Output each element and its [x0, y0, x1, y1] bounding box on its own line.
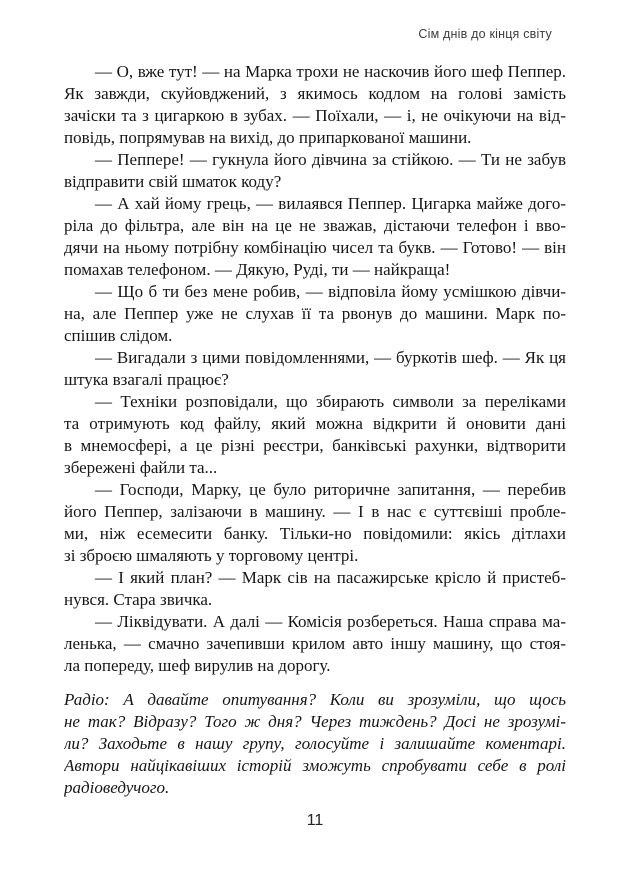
text-line: відправити свій шматок коду? [64, 172, 282, 191]
text-line: повідь, попрямував на вихід, до припаркованої машини. [64, 128, 472, 147]
text-line: — Господи, Марку, це було риторичне запитання, — перебив [95, 480, 566, 499]
running-header: Сім днів до кінця світу [418, 27, 552, 41]
text-line: зачіски та з цигаркою в зубах. — Поїхали, — і, не очікуючи на від- [64, 106, 566, 125]
text-line: — І який план? — Марк сів на пасажирське крісло й пристеб- [95, 568, 566, 587]
text-block [64, 61, 566, 799]
text-line: — О, вже тут! — на Марка трохи не наскочив його шеф Пеппер. [95, 62, 566, 81]
text-line: Як завжди, скуйовджений, з якимось кодлом на голові замість [64, 84, 566, 103]
body-paragraph [64, 391, 566, 479]
text-line: спішив слідом. [64, 326, 173, 345]
body-paragraph [64, 567, 566, 611]
body-paragraph [64, 193, 566, 281]
text-line: на, але Пеппер уже не слухав її та рвонув до машини. Марк по- [64, 304, 566, 323]
body-paragraph [64, 61, 566, 149]
text-line: радіоведучого. [64, 778, 170, 797]
text-line: Автори найцікавіших історій зможуть спробувати себе в ролі [64, 756, 566, 775]
text-line: — А хай йому грець, — вилаявся Пеппер. Цигарка майже дого- [95, 194, 566, 213]
text-line: збережені файли та... [64, 458, 218, 477]
text-line: — Пеппере! — гукнула його дівчина за стійкою. — Ти не забув [95, 150, 566, 169]
text-line: ла попереду, шеф вирулив на дорогу. [64, 656, 331, 675]
text-line: ли? Заходьте в нашу групу, голосуйте і залишайте коментарі. [64, 734, 566, 753]
text-line: штука взагалі працює? [64, 370, 229, 389]
text-line: Радіо: А давайте опитування? Коли ви зрозуміли, що щось [64, 690, 566, 709]
text-line: — Ліквідувати. А далі — Комісія розбереться. Наша справа ма- [95, 612, 566, 631]
body-paragraph [64, 281, 566, 347]
text-line: не так? Відразу? Того ж дня? Через тиждень? Досі не зрозумі- [64, 712, 566, 731]
text-line: нувся. Стара звичка. [64, 590, 213, 609]
body-paragraph [64, 347, 566, 391]
body-paragraph [64, 149, 566, 193]
text-line: — Техніки розповідали, що збирають символи за переліками [95, 392, 566, 411]
text-line: та отримують код файлу, який можна відкрити й оновити дані [64, 414, 566, 433]
text-line: дячи на ньому потрібну комбінацію чисел та букв. — Готово! — він [64, 238, 566, 257]
body-paragraph [64, 611, 566, 677]
text-line: зі зброєю шмаляють у торговому центрі. [64, 546, 359, 565]
text-line: його Пеппер, залізаючи в машину. — І в нас є суттєвіші пробле- [64, 502, 566, 521]
text-line: ріла до фільтра, але він на це не зважав, дістаючи телефон і вво- [64, 216, 566, 235]
page-number: 11 [306, 812, 324, 829]
text-line: — Вигадали з цими повідомленнями, — буркотів шеф. — Як ця [95, 348, 566, 367]
text-line: помахав телефоном. — Дякую, Руді, ти — найкраща! [64, 260, 451, 279]
radio-paragraph [64, 689, 566, 799]
text-line: в мнемосфері, а це різні реєстри, банківські рахунки, відтворити [64, 436, 566, 455]
body-paragraph [64, 479, 566, 567]
text-line: — Що б ти без мене робив, — відповіла йому усмішкою дівчи- [95, 282, 566, 301]
text-line: ленька, — смачно зачепивши крилом авто іншу машину, що стоя- [64, 634, 566, 653]
text-line: ми, ніж есемесити банку. Тільки-но повідомили: якісь дітлахи [64, 524, 566, 543]
